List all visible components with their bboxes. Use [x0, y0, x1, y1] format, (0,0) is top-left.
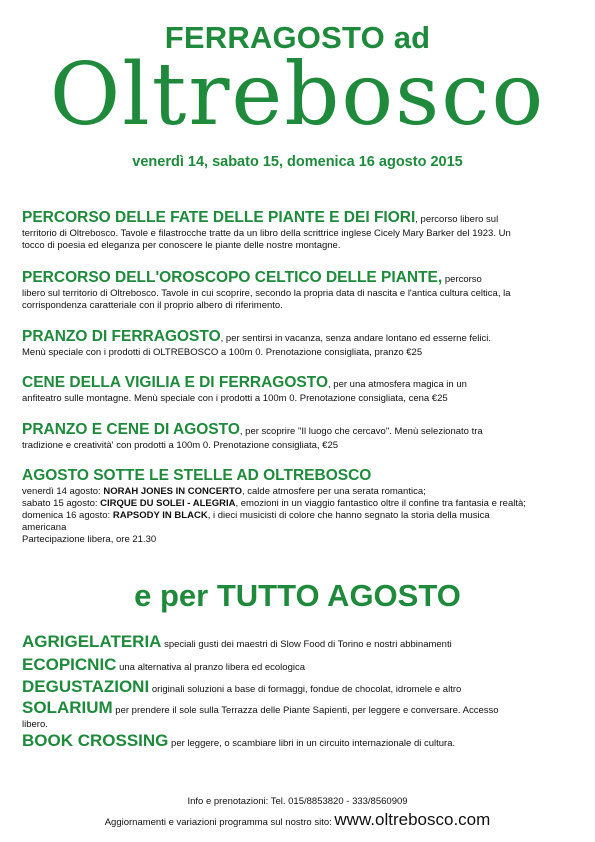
month-item [22, 698, 578, 730]
month-item-name: SOLARIUM [22, 698, 113, 717]
month-item-name: AGRIGELATERIA [22, 632, 162, 651]
month-item [22, 731, 578, 752]
month-item-desc: una alternativa al pranzo libera ed ecologica [116, 662, 306, 673]
event-cene-vigilia [22, 373, 578, 405]
flyer-title: FERRAGOSTO ad [164, 20, 431, 55]
concert-item: sabato 15 agosto: CIRQUE DU SOLEI - ALEGRIA, emozioni in un viaggio fantastico oltre il confine tra fantasia e realtà; [22, 497, 526, 509]
event-title: PRANZO E CENE DI AGOSTO [22, 421, 240, 438]
concert-item: domenica 16 agosto: RAPSODY IN BLACK, i dieci musicisti di colore che hanno segnato la storia della musica [22, 510, 490, 522]
concert-item: venerdì 14 agosto: NORAH JONES IN CONCERTO, calde atmosfere per una serata romantica; [22, 485, 426, 497]
event-line: tocco di poesia ed eleganza per conoscere le piante delle nostre montagne. [22, 239, 341, 251]
event-title: PERCORSO DELLE FATE DELLE PIANTE E DEI FIORI [22, 209, 416, 226]
footer-updates [0, 810, 595, 830]
event-pranzo-cene-agosto [22, 420, 578, 452]
footer-info: Info e prenotazioni: Tel. 015/8853820 - 333/8560909 [187, 796, 408, 807]
event-oroscopo [22, 268, 578, 312]
event-title-tail: , percorso libero sul [415, 214, 499, 225]
event-title: CENE DELLA VIGILIA E DI FERRAGOSTO [22, 374, 329, 391]
month-item [22, 655, 578, 676]
month-item-desc: per leggere, o scambiare libri in un circuito internazionale di cultura. [168, 738, 456, 749]
month-item-desc: speciali gusti dei maestri di Slow Food di Torino e nostri abbinamenti [161, 639, 452, 650]
month-item-name: DEGUSTAZIONI [22, 677, 150, 696]
month-heading: e per TUTTO AGOSTO [134, 578, 461, 613]
event-title-tail: percorso [442, 274, 482, 285]
event-title-tail: , per scoprire "Il luogo che cercavo". Menù selezionato tra [239, 426, 483, 437]
footer-updates-text: Aggiornamenti e variazioni programma sul nostro sito: [104, 817, 335, 828]
event-title-tail: , per una atmosfera magica in un [328, 379, 467, 390]
concert-act: CIRQUE DU SOLEI - ALEGRIA [100, 497, 236, 509]
event-title: PRANZO DI FERRAGOSTO [22, 328, 221, 345]
month-item-desc: per prendere il sole sulla Terrazza delle Piante Sapienti, per leggere e conversare. Accesso [112, 705, 499, 716]
concerts-section [22, 466, 578, 547]
event-line: Menù speciale con i prodotti di OLTREBOSCO a 100m 0. Prenotazione consigliata, pranzo €25 [22, 346, 423, 358]
event-line: territorio di Oltrebosco. Tavole e filastrocche tratte da un libro della scrittrice inglese Cicely Mary Barker del 1923. Un [22, 227, 511, 239]
event-title-tail: , per sentirsi in vacanza, senza andare lontano ed esserne felici. [220, 333, 492, 344]
concert-note: Partecipazione libera, ore 21.30 [22, 534, 157, 546]
event-fate [22, 208, 578, 252]
month-item-continuation: libero. [22, 718, 48, 730]
event-title: PERCORSO DELL'OROSCOPO CELTICO DELLE PIANTE, [22, 269, 443, 286]
month-item-name: ECOPICNIC [22, 655, 117, 674]
month-item-name: BOOK CROSSING [22, 731, 169, 750]
concert-act: RAPSODY IN BLACK [112, 510, 208, 522]
month-item-desc: originali soluzioni a base di formaggi, fondue de chocolat, idromele e altro [149, 684, 462, 695]
website-link[interactable]: www.oltrebosco.com [334, 810, 491, 829]
event-line: libero sul territorio di Oltrebosco. Tavole in cui scoprire, secondo la propria data di nascita e l'antica cultura celtica, la [22, 287, 511, 299]
event-line: corrispondenza caratteriale con il proprio albero di riferimento. [22, 299, 283, 311]
concert-act: NORAH JONES IN CONCERTO [103, 485, 242, 497]
concerts-title: AGOSTO SOTTE LE STELLE AD OLTREBOSCO [22, 467, 372, 484]
event-line: anfiteatro sulle montagne. Menù speciale con i prodotti a 100m 0. Prenotazione consigliata, cena €25 [22, 392, 448, 404]
event-pranzo-ferragosto [22, 327, 578, 359]
month-item [22, 632, 578, 653]
brand-name: Oltrebosco [49, 45, 546, 145]
event-line: tradizione e creatività' con prodotti a 100m 0. Prenotazione consigliata, €25 [22, 439, 339, 451]
month-item [22, 677, 578, 698]
concert-continuation: americana [22, 522, 67, 534]
event-dates: venerdì 14, sabato 15, domenica 16 agosto 2015 [132, 154, 463, 170]
